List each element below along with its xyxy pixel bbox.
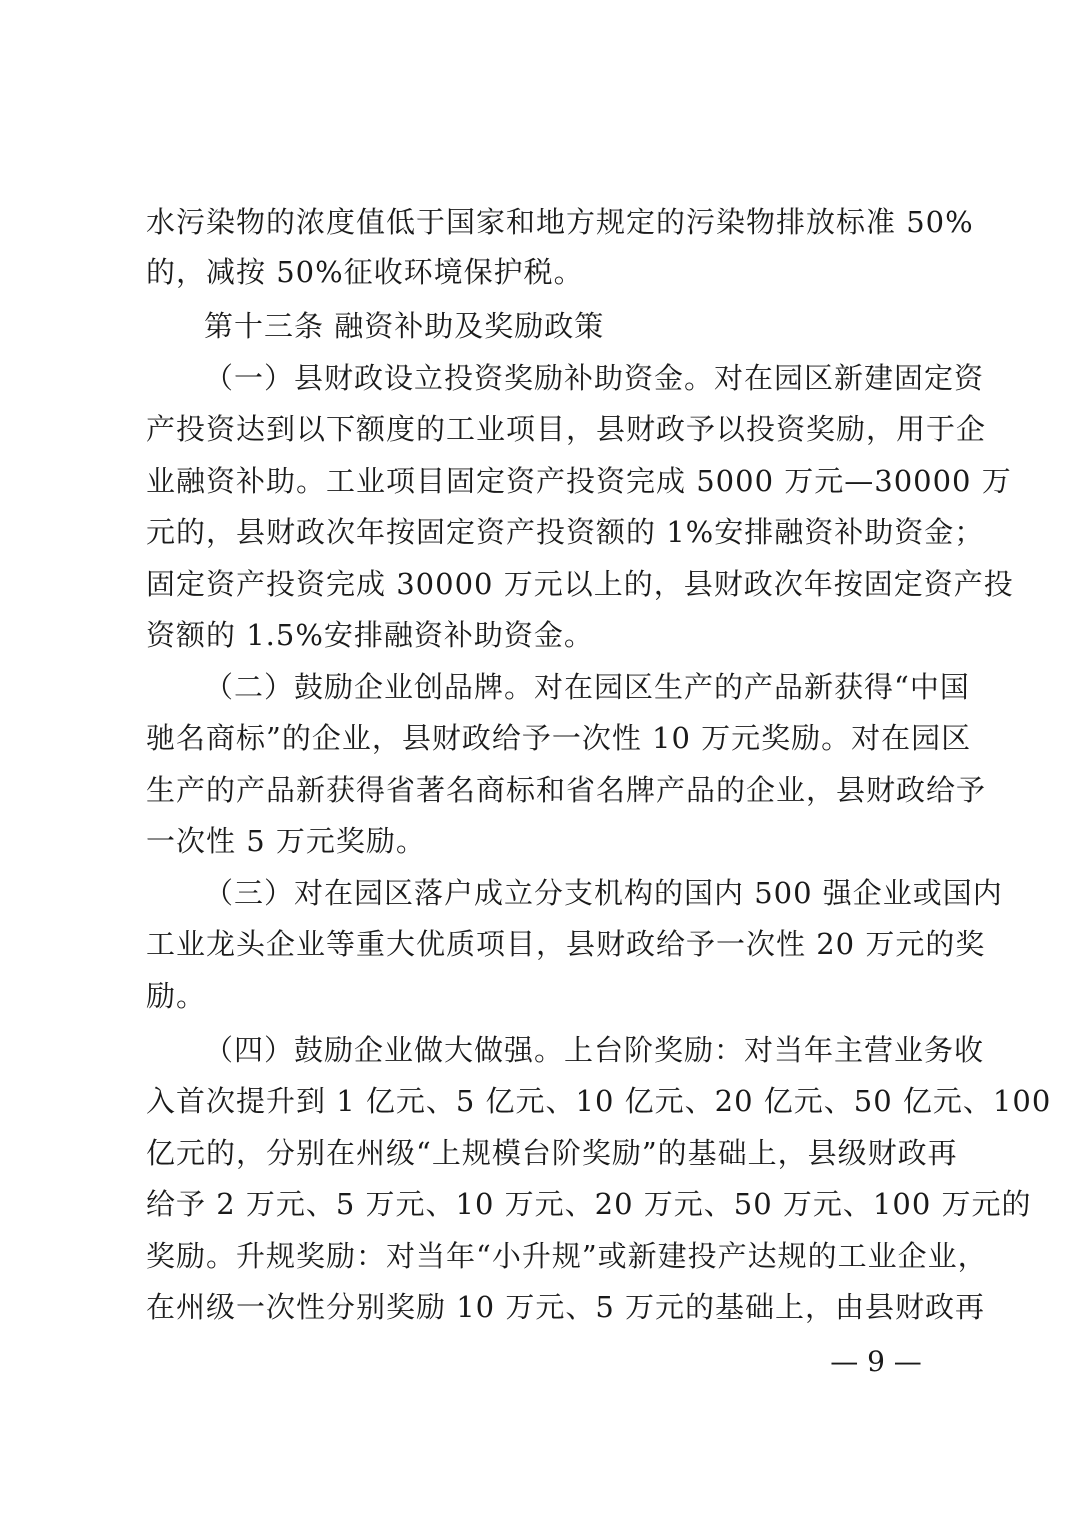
- body-text-line: 元的，县财政次年按固定资产投资额的 1%安排融资补助资金；: [146, 515, 985, 549]
- body-text-line: 一次性 5 万元奖励。: [146, 824, 426, 858]
- body-text-line: 在州级一次性分别奖励 10 万元、5 万元的基础上，由县财政再: [146, 1290, 986, 1324]
- body-text-line: 奖励。升规奖励：对当年“小升规”或新建投产达规的工业企业，: [146, 1239, 988, 1273]
- page-number: — 9 —: [830, 1345, 922, 1378]
- body-text-line: 励。: [146, 979, 207, 1013]
- article-heading: 第十三条 融资补助及奖励政策: [204, 309, 605, 343]
- body-text-line: 产投资达到以下额度的工业项目，县财政予以投资奖励，用于企: [146, 412, 987, 446]
- body-text-line: （三）对在园区落户成立分支机构的国内 500 强企业或国内: [204, 876, 1003, 910]
- body-text-line: （二）鼓励企业创品牌。对在园区生产的产品新获得“中国: [204, 670, 970, 704]
- body-text-line: 入首次提升到 1 亿元、5 亿元、10 亿元、20 亿元、50 亿元、100: [146, 1084, 1052, 1118]
- body-text-line: 固定资产投资完成 30000 万元以上的，县财政次年按固定资产投: [146, 567, 1014, 601]
- body-text-line: 资额的 1.5%安排融资补助资金。: [146, 618, 594, 652]
- body-text-line: 业融资补助。工业项目固定资产投资完成 5000 万元—30000 万: [146, 464, 1012, 498]
- body-text-line: 生产的产品新获得省著名商标和省名牌产品的企业，县财政给予: [146, 773, 987, 807]
- body-text-line: 给予 2 万元、5 万元、10 万元、20 万元、50 万元、100 万元的: [146, 1187, 1032, 1221]
- body-text-line: （四）鼓励企业做大做强。上台阶奖励：对当年主营业务收: [204, 1033, 985, 1067]
- body-text-line: 水污染物的浓度值低于国家和地方规定的污染物排放标准 50%: [146, 205, 974, 239]
- body-text-line: 的，减按 50%征收环境保护税。: [146, 255, 584, 289]
- body-text-line: 工业龙头企业等重大优质项目，县财政给予一次性 20 万元的奖: [146, 927, 986, 961]
- body-text-line: 驰名商标”的企业，县财政给予一次性 10 万元奖励。对在园区: [146, 721, 972, 755]
- body-text-line: （一）县财政设立投资奖励补助资金。对在园区新建固定资: [204, 361, 985, 395]
- body-text-line: 亿元的，分别在州级“上规模台阶奖励”的基础上，县级财政再: [146, 1136, 958, 1170]
